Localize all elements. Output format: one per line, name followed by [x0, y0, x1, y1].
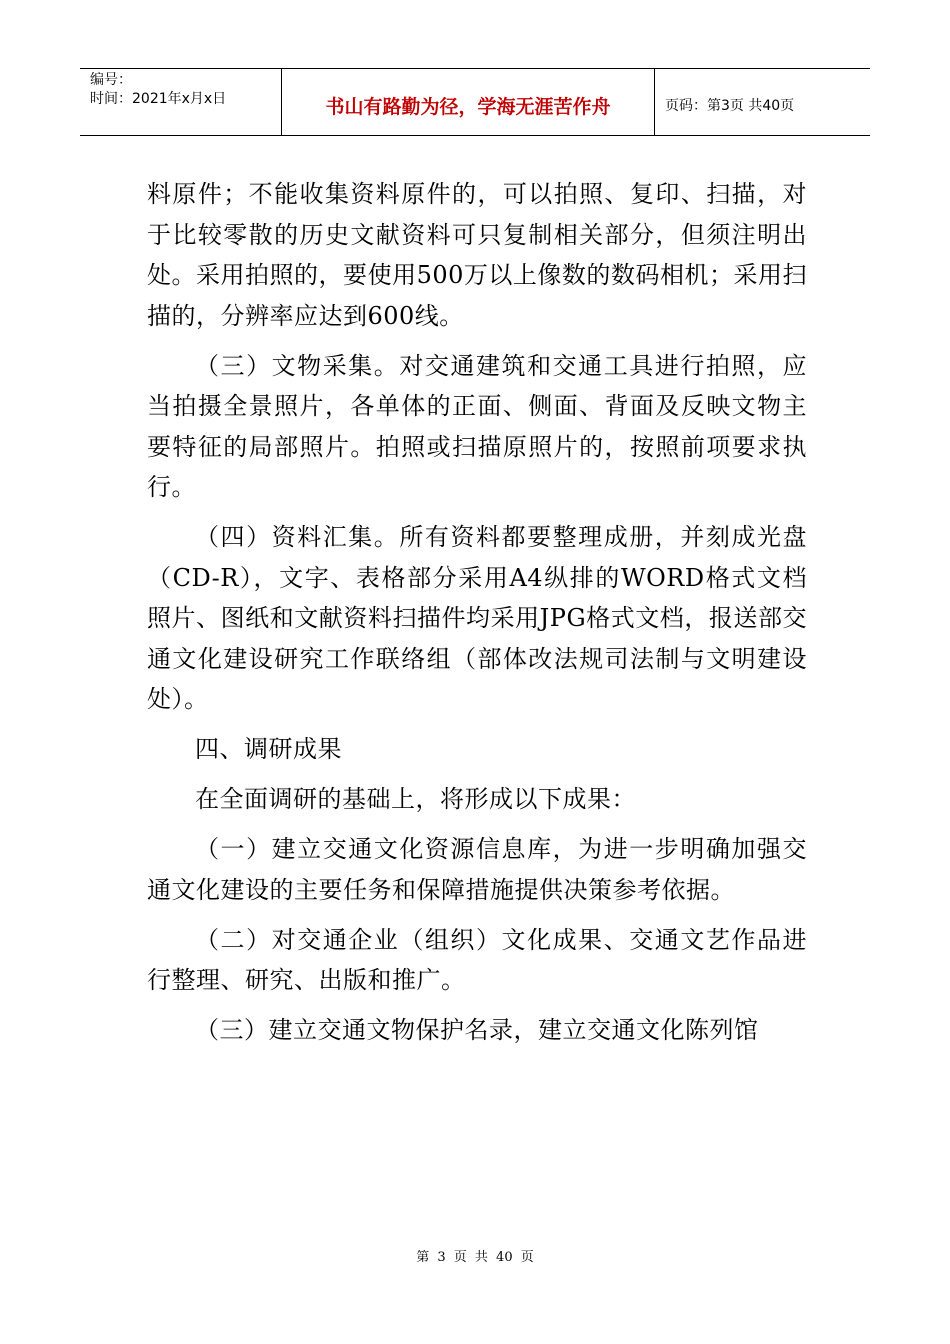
document-body — [147, 174, 807, 1060]
page-header — [80, 68, 870, 136]
paragraph-result-2: （二）对交通企业（组织）文化成果、交通文艺作品进行整理、研究、出版和推广。 — [147, 925, 807, 994]
page-footer: 第 3 页 共 40 页 — [416, 1250, 534, 1265]
document-number-label: 编号： — [90, 72, 132, 88]
paragraph-artifact-collection: （三）文物采集。对交通建筑和交通工具进行拍照，应当拍摄全景照片，各单体的正面、侧面、背面及反映文物主要特征的局部照片。拍照或扫描原照片的，按照前项要求执行。 — [147, 351, 807, 501]
paragraph-result-1: （一）建立交通文化资源信息库，为进一步明确加强交通文化建设的主要任务和保障措施提供决策参考依据。 — [147, 835, 807, 904]
header-page-info: 页码：第3页 共40页 — [665, 98, 795, 114]
paragraph-result-3: （三）建立交通文物保护名录，建立交通文化陈列馆 — [195, 1016, 759, 1044]
paragraph-continuation: 料原件；不能收集资料原件的，可以拍照、复印、扫描，对于比较零散的历史文献资料可只复制相关部分，但须注明出处。采用拍照的，要使用500万以上像数的数码相机；采用扫描的，分辨率应达到600线。 — [147, 180, 807, 330]
paragraph-results-intro: 在全面调研的基础上，将形成以下成果： — [195, 785, 636, 813]
document-time-label: 时间：2021年x月x日 — [90, 91, 227, 107]
header-motto: 书山有路勤为径，学海无涯苦作舟 — [282, 69, 655, 135]
section-heading-research-results: 四、调研成果 — [195, 735, 342, 763]
header-meta — [80, 69, 282, 135]
paragraph-material-compilation: （四）资料汇集。所有资料都要整理成册，并刻成光盘（CD-R），文字、表格部分采用A4纵排的WORD格式文档照片、图纸和文献资料扫描件均采用JPG格式文档，报送部交通文化建设研究工作联络组（部体改法规司法制与文明建设处）。 — [147, 523, 807, 713]
